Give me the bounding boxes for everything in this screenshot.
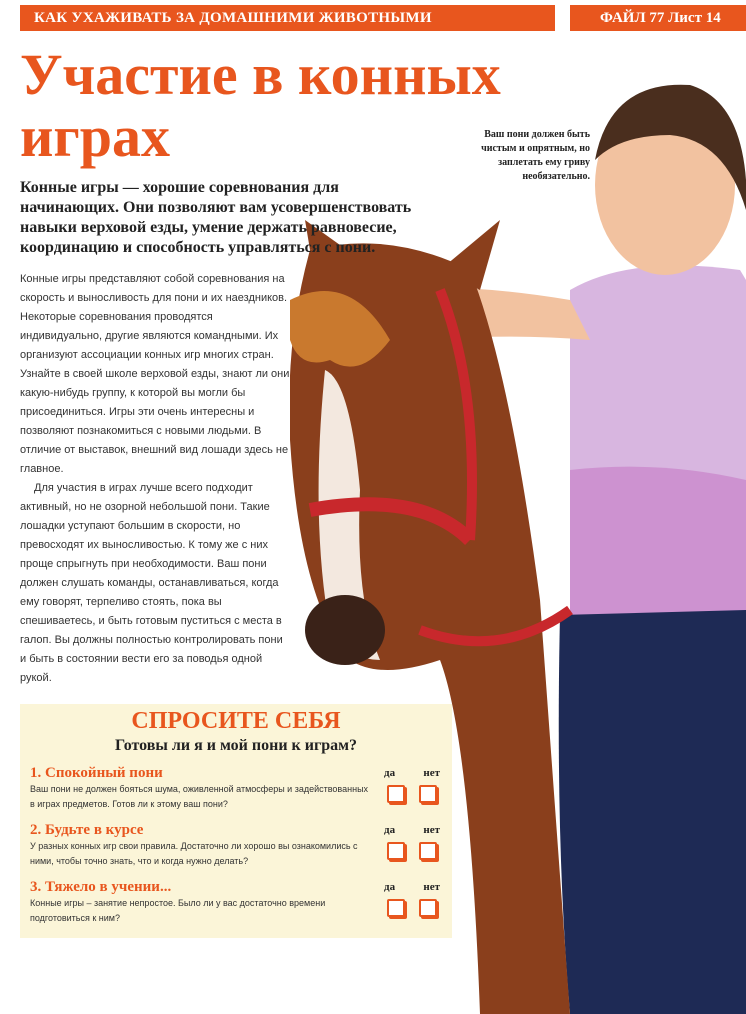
question-text: Ваш пони не должен бояться шума, оживленной атмосферы и задействованных в играх предметов. Готов ли к этому ваш пони? xyxy=(30,784,369,809)
no-label: нет xyxy=(423,767,440,779)
quiz-question xyxy=(30,765,442,812)
question-title: 2. Будьте в курсе xyxy=(30,822,144,838)
no-checkbox[interactable] xyxy=(419,899,437,917)
question-text: Конные игры – занятие непростое. Было ли у вас достаточно времени подготовиться к ним? xyxy=(30,898,326,923)
article-body xyxy=(20,270,290,688)
file-label: ФАЙЛ 77 Лист 14 xyxy=(570,5,746,31)
quiz-box xyxy=(20,704,452,938)
yes-label: да xyxy=(384,767,396,779)
body-paragraph: Для участия в играх лучше всего подходит активный, но не озорной небольшой пони. Такие лошадки уступают большим в скорости, но превосходят их выносливостью. К тому же с них проще спрыгнуть при необходимости. Ваш пони должен слушать команды, останавливаться, когда ему говорят, терпеливо стоять, пока вы спешиваетесь, и быть готовым пуститься с места в галоп. Вы должны полностью контролировать пони и быть в состоянии вести его за поводья одной рукой. xyxy=(20,482,283,684)
section-header: КАК УХАЖИВАТЬ ЗА ДОМАШНИМИ ЖИВОТНЫМИ xyxy=(20,5,555,31)
no-label: нет xyxy=(423,881,440,893)
quiz-subheading: Готовы ли я и мой пони к играм? xyxy=(114,737,358,754)
page-title: Участие в конных играх xyxy=(20,42,501,169)
yes-checkbox[interactable] xyxy=(387,785,405,803)
quiz-question xyxy=(30,879,442,926)
question-title: 3. Тяжело в учении... xyxy=(30,879,172,895)
photo-caption: Ваш пони должен быть чистым и опрятным, но заплетать ему гриву необязательно. xyxy=(450,128,590,184)
yes-checkbox[interactable] xyxy=(387,842,405,860)
quiz-question xyxy=(30,822,442,869)
no-checkbox[interactable] xyxy=(419,842,437,860)
yes-label: да xyxy=(384,824,396,836)
yes-label: да xyxy=(384,881,396,893)
yes-checkbox[interactable] xyxy=(387,899,405,917)
quiz-heading: СПРОСИТЕ СЕБЯ xyxy=(131,708,341,734)
no-label: нет xyxy=(423,824,440,836)
question-title: 1. Спокойный пони xyxy=(30,765,163,781)
question-text: У разных конных игр свои правила. Достаточно ли хорошо вы ознакомились с ними, чтобы точно знать, что и когда нужно делать? xyxy=(30,841,358,866)
lead-paragraph: Конные игры — хорошие соревнования для начинающих. Они позволяют вам усовершенствовать навыки верховой езды, умение держать равновесие, координацию и способность управляться с пони. xyxy=(20,179,412,256)
no-checkbox[interactable] xyxy=(419,785,437,803)
body-paragraph: Конные игры представляют собой соревнования на скорость и выносливость для пони и их наездников. Некоторые соревнования проводятся индивидуально, другие являются командными. Их организуют ассоциации конных игр многих стран. Узнайте в своей школе верховой езды, знают ли они какую-нибудь группу, к которой вы могли бы присоединиться. Игры эти очень интересны и позволяют познакомиться с новыми людьми. В отличие от выставок, внешний вид лошади здесь не главное. xyxy=(20,273,290,475)
